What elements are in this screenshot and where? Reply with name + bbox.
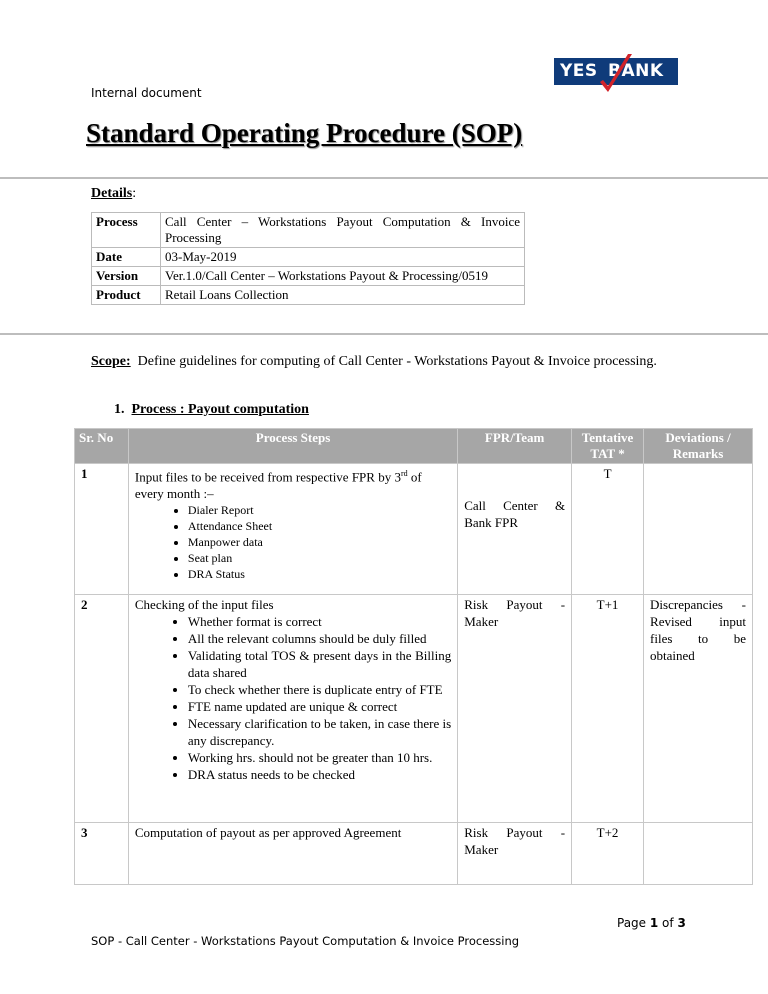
list-item: • DRA Status	[188, 566, 451, 582]
row-sr: 1	[75, 464, 129, 595]
details-heading: Details:	[91, 186, 137, 201]
details-row	[92, 248, 525, 267]
details-key: Date	[92, 248, 161, 267]
row-tat: T	[572, 464, 644, 595]
col-header-sr: Sr. No	[75, 429, 129, 464]
table-row	[75, 823, 753, 885]
details-key: Product	[92, 286, 161, 305]
list-item: • Dialer Report	[188, 502, 451, 518]
footer-text: SOP - Call Center - Workstations Payout Computation & Invoice Processing	[91, 934, 520, 948]
list-item: • Working hrs. should not be greater than 10 hrs.	[188, 749, 451, 766]
page-number: Page 1 of 3	[617, 916, 686, 930]
step-text: Input files to be received from respective FPR by 3rd of every month :–	[134, 469, 422, 502]
table-header-row	[75, 429, 753, 464]
page-title: Standard Operating Procedure (SOP)	[86, 118, 523, 148]
scope-text: Define guidelines for computing of Call Center - Workstations Payout & Invoice processing.	[137, 354, 657, 369]
details-value: Ver.1.0/Call Center – Workstations Payout & Processing/0519	[161, 267, 525, 286]
col-header-tat: Tentative TAT *	[572, 429, 644, 464]
row-sr: 3	[75, 823, 129, 885]
details-key: Process	[92, 213, 161, 248]
row-remarks	[644, 464, 753, 595]
divider-top	[0, 177, 768, 179]
col-header-fpr: FPR/Team	[458, 429, 572, 464]
list-item: • FTE name updated are unique & correct	[188, 698, 451, 715]
process-table	[74, 428, 753, 885]
col-header-remarks: Deviations / Remarks	[644, 429, 753, 464]
list-item: • Whether format is correct	[188, 613, 451, 630]
row-steps	[128, 595, 457, 823]
row-steps: Computation of payout as per approved Agreement	[128, 823, 457, 885]
details-row	[92, 213, 525, 248]
section-title: Process : Payout computation	[131, 402, 309, 417]
row-fpr: Risk Payout - Maker	[458, 823, 572, 885]
scope-label: Scope:	[91, 354, 131, 369]
list-item: • Necessary clarification to be taken, in case there is any discrepancy.	[188, 715, 451, 749]
list-item: • To check whether there is duplicate entry of FTE	[188, 681, 451, 698]
details-table	[91, 212, 525, 305]
details-key: Version	[92, 267, 161, 286]
row-fpr: Risk Payout - Maker	[458, 595, 572, 823]
row-remarks: Discrepancies - Revised input files to be obtained	[644, 595, 753, 823]
details-value: 03-May-2019	[161, 248, 525, 267]
step-bullets	[135, 502, 451, 582]
row-remarks	[644, 823, 753, 885]
step-bullets	[135, 613, 451, 783]
details-row	[92, 267, 525, 286]
list-item: • Validating total TOS & present days in the Billing data shared	[188, 647, 451, 681]
divider-middle	[0, 333, 768, 335]
col-header-steps: Process Steps	[128, 429, 457, 464]
row-steps	[128, 464, 457, 595]
list-item: • Seat plan	[188, 550, 451, 566]
logo-tick-icon	[588, 52, 648, 96]
row-fpr: Call Center & Bank FPR	[458, 464, 572, 595]
scope-paragraph	[91, 353, 671, 371]
document-classification-label: Internal document	[91, 86, 202, 100]
list-item: • Attendance Sheet	[188, 518, 451, 534]
details-row	[92, 286, 525, 305]
list-item: • DRA status needs to be checked	[188, 766, 451, 783]
list-item: • Manpower data	[188, 534, 451, 550]
section-heading: 1. Process : Payout computation	[114, 402, 309, 417]
table-row	[75, 464, 753, 595]
row-sr: 2	[75, 595, 129, 823]
details-value: Call Center – Workstations Payout Computation & Invoice Processing	[161, 213, 525, 248]
row-tat: T+1	[572, 595, 644, 823]
list-item: • All the relevant columns should be duly filled	[188, 630, 451, 647]
yes-bank-logo	[554, 52, 678, 96]
table-row	[75, 595, 753, 823]
step-text: Checking of the input files	[134, 597, 274, 612]
row-tat: T+2	[572, 823, 644, 885]
logo-text: YES BANK	[560, 61, 664, 81]
details-value: Retail Loans Collection	[161, 286, 525, 305]
